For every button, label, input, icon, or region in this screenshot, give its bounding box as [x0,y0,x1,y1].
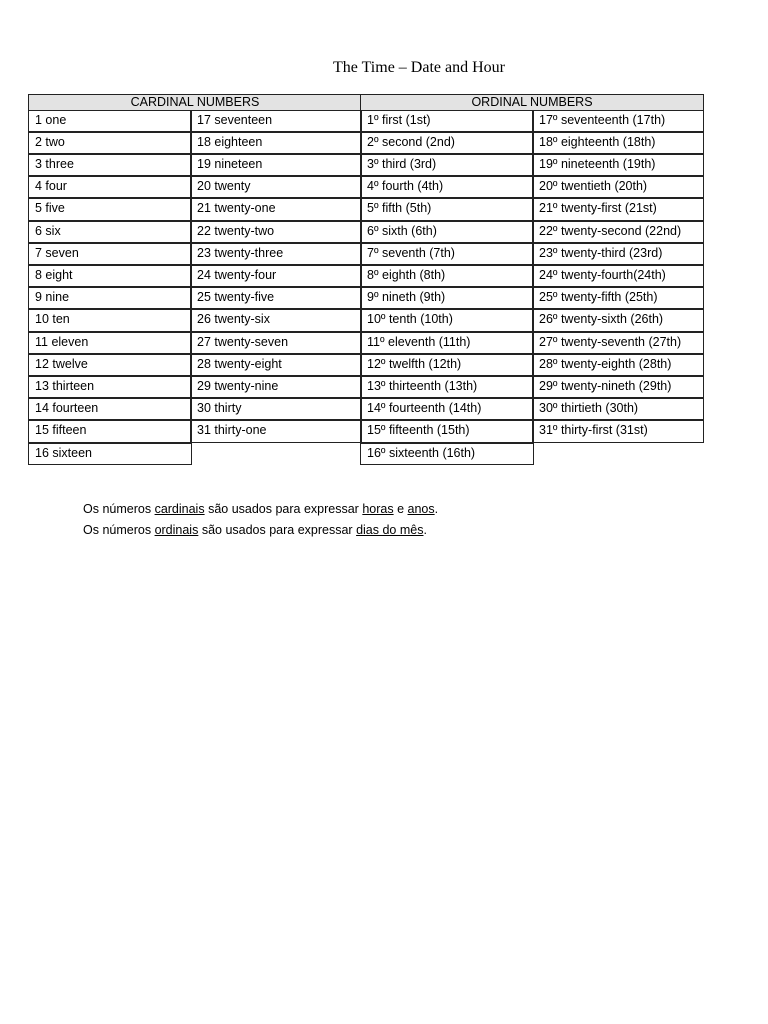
note-ordinal: Os números ordinais são usados para expressar dias do mês. [83,523,427,537]
table-cell: 6º sixth (6th) [360,221,534,243]
table-cell: 13º thirteenth (13th) [360,376,534,398]
table-cell: 13 thirteen [28,376,192,398]
table-cell: 11 eleven [28,332,192,354]
cardinal-header: CARDINAL NUMBERS [28,94,362,111]
table-cell: 20 twenty [190,176,362,198]
table-cell: 22º twenty-second (22nd) [532,221,704,243]
notes [83,499,438,541]
table-cell: 14º fourteenth (14th) [360,398,534,420]
table-cell: 15º fifteenth (15th) [360,420,534,442]
table-cell: 7º seventh (7th) [360,243,534,265]
table-cell: 9 nine [28,287,192,309]
table-cell: 21º twenty-first (21st) [532,198,704,220]
table-cell: 16 sixteen [28,443,192,465]
table-cell: 24 twenty-four [190,265,362,287]
term-ordinais: ordinais [154,523,199,537]
table-cell: 26 twenty-six [190,309,362,331]
table-cell: 20º twentieth (20th) [532,176,704,198]
table-cell: 8 eight [28,265,192,287]
table-cell: 11º eleventh (11th) [360,332,534,354]
table-cell: 22 twenty-two [190,221,362,243]
table-cell: 16º sixteenth (16th) [360,443,534,465]
table-cell: 4º fourth (4th) [360,176,534,198]
table-cell: 19º nineteenth (19th) [532,154,704,176]
table-cell: 9º nineth (9th) [360,287,534,309]
table-cell: 4 four [28,176,192,198]
table-cell: 31º thirty-first (31st) [532,420,704,442]
table-cell: 1º first (1st) [360,110,534,132]
table-cell: 30 thirty [190,398,362,420]
table-cell: 27 twenty-seven [190,332,362,354]
table-cell: 27º twenty-seventh (27th) [532,332,704,354]
numbers-table [28,94,704,470]
table-cell: 6 six [28,221,192,243]
table-cell: 3 three [28,154,192,176]
table-cell: 28 twenty-eight [190,354,362,376]
table-cell: 18 eighteen [190,132,362,154]
table-cell: 29º twenty-nineth (29th) [532,376,704,398]
term-dias-do-mes: dias do mês [356,523,424,537]
table-cell: 12º twelfth (12th) [360,354,534,376]
term-anos: anos [407,502,435,516]
table-cell: 17º seventeenth (17th) [532,110,704,132]
table-cell: 24º twenty-fourth(24th) [532,265,704,287]
page-title: The Time – Date and Hour [333,59,505,76]
table-cell: 21 twenty-one [190,198,362,220]
table-cell: 10º tenth (10th) [360,309,534,331]
table-cell: 26º twenty-sixth (26th) [532,309,704,331]
table-cell: 28º twenty-eighth (28th) [532,354,704,376]
table-cell: 18º eighteenth (18th) [532,132,704,154]
table-cell: 7 seven [28,243,192,265]
table-cell: 25º twenty-fifth (25th) [532,287,704,309]
table-cell: 25 twenty-five [190,287,362,309]
table-cell: 17 seventeen [190,110,362,132]
table-cell: 2 two [28,132,192,154]
table-cell: 30º thirtieth (30th) [532,398,704,420]
note-cardinal: Os números cardinais são usados para expressar horas e anos. [83,502,439,516]
table-cell: 23 twenty-three [190,243,362,265]
table-cell: 19 nineteen [190,154,362,176]
table-cell: 29 twenty-nine [190,376,362,398]
table-cell: 2º second (2nd) [360,132,534,154]
term-cardinais: cardinais [154,502,205,516]
table-cell: 12 twelve [28,354,192,376]
table-cell: 5º fifth (5th) [360,198,534,220]
table-cell: 31 thirty-one [190,420,362,442]
table-cell: 1 one [28,110,192,132]
ordinal-header: ORDINAL NUMBERS [360,94,704,111]
table-cell: 8º eighth (8th) [360,265,534,287]
table-cell: 15 fifteen [28,420,192,442]
table-cell: 10 ten [28,309,192,331]
table-cell: 14 fourteen [28,398,192,420]
term-horas: horas [362,502,394,516]
table-cell: 5 five [28,198,192,220]
table-cell: 23º twenty-third (23rd) [532,243,704,265]
table-cell: 3º third (3rd) [360,154,534,176]
